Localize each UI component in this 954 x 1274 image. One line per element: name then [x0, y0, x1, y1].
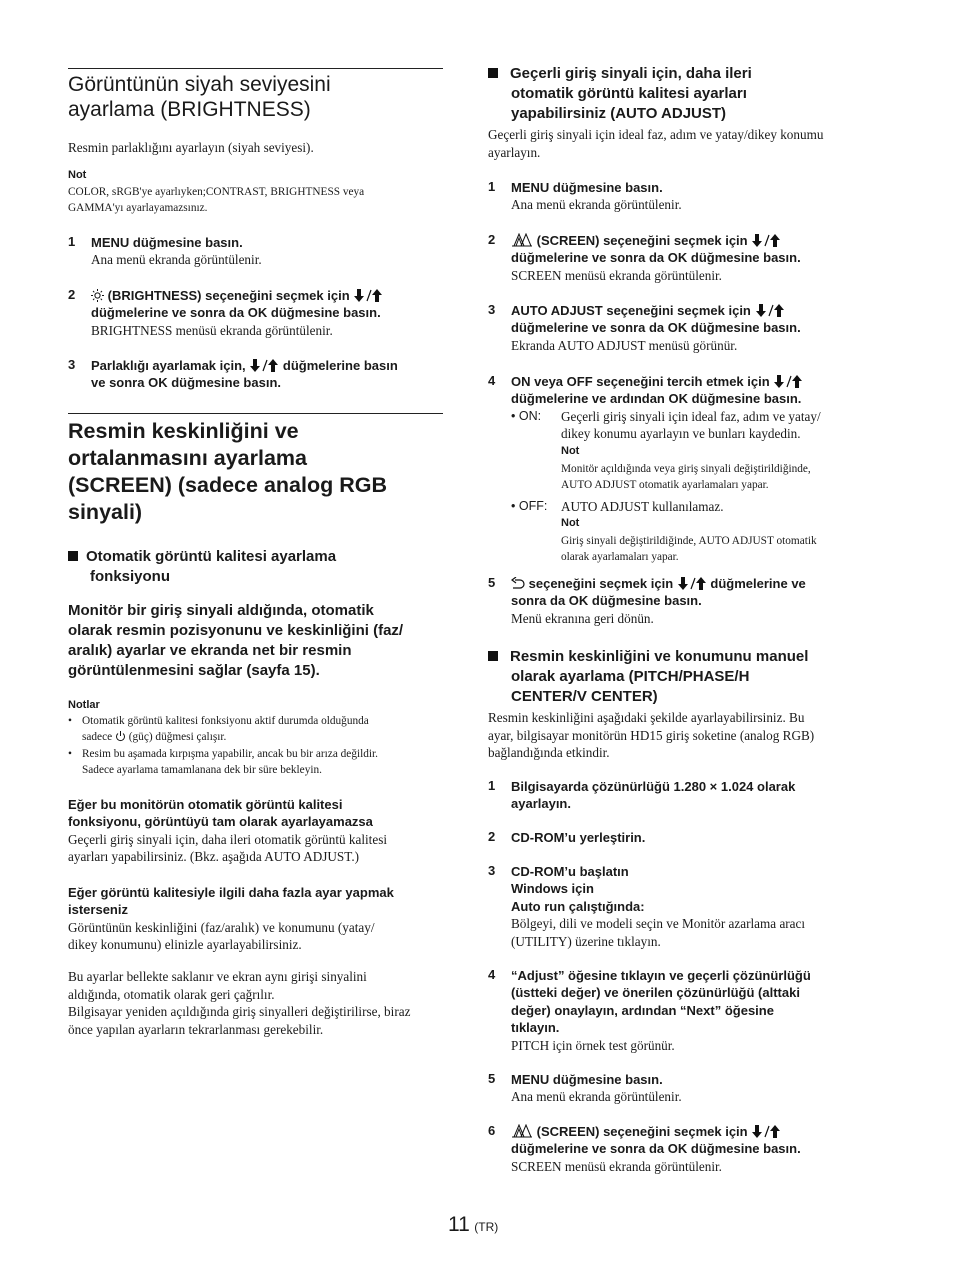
screen-icon [511, 233, 533, 247]
square-bullet-icon [488, 68, 498, 78]
if-more-adjust: Eğer görüntü kalitesiyle ilgili daha fazla ayar yapmak isterseniz Görüntünün keskinliğini (faz/aralık) ve konumunu (yatay/ dikey konumunu) elinizle ayarlayabilirsiniz. [68, 885, 394, 953]
down-up-arrows-icon [773, 375, 803, 388]
note-text: COLOR, sRGB'ye ayarlıyken;CONTRAST, BRIGHTNESS veya GAMMA'yı ayarlayamazsınız. [68, 186, 365, 214]
note-label: Not [68, 169, 87, 181]
aa-step-1: 1 MENU düğmesine basın. Ana menü ekranda görüntülenir. [488, 179, 682, 213]
manual-adjust-heading: Resmin keskinliğini ve konumunu manuel olarak ayarlama (PITCH/PHASE/H CENTER/V CENTER) [488, 647, 868, 707]
man-step-3: 3 CD-ROM’u başlatın Windows için Auto run çalıştığında: Bölgeyi, dili ve modeli seçin ve Monitör azarlama aracı (UTILITY) üzerine tıklayın. [488, 863, 806, 949]
page-number: 11 (TR) [448, 1213, 499, 1236]
section-rule [68, 68, 443, 69]
man-step-4: 4 “Adjust” öğesine tıklayın ve geçerli çözünürlüğü (üstteki değer) ve önerilen çözünürlüğü (alttaki değer) onaylayın, ardından “Next” öğesine tıklayın. PITCH için örnek test görünür. [488, 967, 811, 1053]
aa-step-3: 3 AUTO ADJUST seçeneğini seçmek için düğmelerine ve sonra da OK düğmesine basın. Ekranda AUTO ADJUST menüsü görünür. [488, 302, 801, 353]
man-step-1: 1 Bilgisayarda çözünürlüğü 1.280 × 1.024 olarak ayarlayın. [488, 778, 796, 812]
brightness-step-3: 3 Parlaklığı ayarlamak için, düğmelerine basın ve sonra OK düğmesine basın. [68, 357, 398, 391]
down-up-arrows-icon [751, 1125, 781, 1138]
brightness-intro: Resmin parlaklığını ayarlayın (siyah seviyesi). [68, 140, 314, 155]
auto-adjust-intro: Geçerli giriş sinyali için ideal faz, adım ve yatay/dikey konumu ayarlayın. [488, 127, 824, 160]
aa-step-5: 5 seçeneğini seçmek için düğmelerine ve sonra da OK düğmesine basın. Menü ekranına geri dönün. [488, 575, 806, 626]
square-bullet-icon [488, 651, 498, 661]
manual-adjust-intro: Resmin keskinliğini aşağıdaki şekilde ayarlayabilirsiniz. Bu ayar, bilgisayar monitörün HD15 giriş soketine (analog RGB) bağlandığında etkindir. [488, 710, 815, 761]
notlar-list: • Otomatik görüntü kalitesi fonksiyonu aktif durumda olduğunda sadece (güç) düğmesi çalışır. • Resim bu aşamada kırpışma yapabilir, ancak bu bir arıza değildir. Sadece ayarlama tamamlanana dek bir süre bekleyin. [68, 715, 378, 776]
down-up-arrows-icon [755, 304, 785, 317]
aa-step-2: 2 (SCREEN) seçeneğini seçmek için düğmelerine ve sonra da OK düğmesine basın. SCREEN menüsü ekranda görüntülenir. [488, 232, 801, 283]
down-up-arrows-icon [751, 234, 781, 247]
auto-quality-lead: Monitör bir giriş sinyali aldığında, otomatik olarak resmin pozisyonunu ve keskinliğini (faz/ aralık) ayarlar ve ekranda net bir resmin görüntülenmesini sağlar (sayfa 15). [68, 602, 404, 679]
auto-adjust-heading: Geçerli giriş sinyali için, daha ileri otomatik görüntü kalitesi ayarları yapabilirsiniz (AUTO ADJUST) [488, 64, 868, 124]
return-icon [511, 577, 525, 590]
section-title-brightness: Görüntünün siyah seviyesini ayarlama (BRIGHTNESS) [68, 73, 331, 121]
down-up-arrows-icon [677, 577, 707, 590]
power-icon [115, 731, 126, 742]
brightness-step-2: 2 (BRIGHTNESS) seçeneğini seçmek için düğmelerine ve sonra da OK düğmesine basın. BRIGHTNESS menüsü ekranda görüntülenir. [68, 287, 444, 339]
down-up-arrows-icon [249, 359, 279, 372]
if-auto-fails: Eğer bu monitörün otomatik görüntü kalitesi fonksiyonu, görüntüyü tam olarak ayarlayamazsa Geçerli giriş sinyali için, daha ileri otomatik görüntü kalitesi ayarları yapabilirsiniz. (Bkz. aşağıda AUTO ADJUST.) [68, 797, 387, 865]
section-title-screen: Resmin keskinliğini ve ortalanmasını ayarlama (SCREEN) (sadece analog RGB sinyali) [68, 419, 387, 524]
auto-quality-heading: Otomatik görüntü kalitesi ayarlama fonksiyonu [68, 547, 438, 587]
down-up-arrows-icon [353, 289, 383, 302]
man-step-2: 2 CD-ROM’u yerleştirin. [488, 829, 646, 845]
aa-step-4: 4 ON veya OFF seçeneğini tercih etmek için düğmelerine ve ardından OK düğmesine basın. • ON: Geçerli giriş sinyali için ideal faz, adım ve yatay/ dikey konumu ayarlayın ve bunları kaydedin. Not Monitör açıldığında veya giriş sinyali değiştirildiğinde, AUTO ADJUST otomatik ayarlamaları yapar. • OFF: AUTO ADJUST kullanılamaz. Not Giriş sinyali değiştirildiğinde, AUTO ADJUST otomatik olarak ayarlamaları yapar. [488, 373, 821, 563]
notlar-label: Notlar [68, 699, 100, 711]
section-rule [68, 413, 443, 414]
man-step-6: 6 (SCREEN) seçeneğini seçmek için düğmelerine ve sonra da OK düğmesine basın. SCREEN menüsü ekranda görüntülenir. [488, 1123, 801, 1174]
square-bullet-icon [68, 551, 78, 561]
sun-icon [91, 289, 104, 302]
memory-note: Bu ayarlar bellekte saklanır ve ekran aynı girişi sinyalini aldığında, otomatik olarak geri çağrılır. Bilgisayar yeniden açıldığında giriş sinyalleri değiştirilirse, biraz önce yapılan ayarların tekrarlanması gerekebilir. [68, 969, 411, 1037]
screen-icon [511, 1124, 533, 1138]
brightness-step-1: 1 MENU düğmesine basın. Ana menü ekranda görüntülenir. [68, 234, 262, 268]
man-step-5: 5 MENU düğmesine basın. Ana menü ekranda görüntülenir. [488, 1071, 682, 1105]
